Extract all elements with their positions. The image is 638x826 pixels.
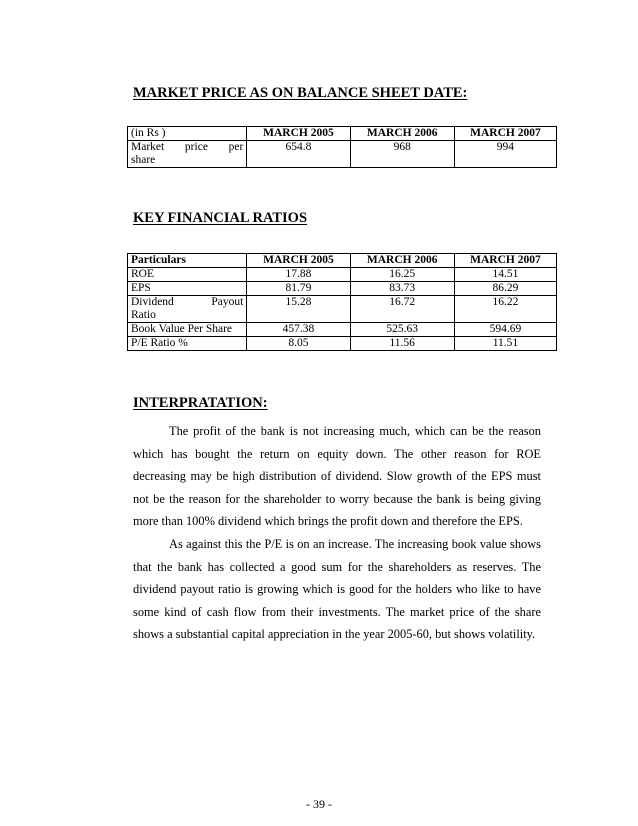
page-number: - 39 - (306, 797, 332, 811)
table-row (128, 337, 557, 351)
table-cell: 16.22 (454, 296, 556, 323)
interpretation-paragraph: The profit of the bank is not increasing much, which can be the reason which has bought the return on equity down. The other reason for ROE decreasing may be high distribution of dividend. Slow growth of the EPS must not be the reason for the shareholder to worry because the bank is being giving more than 100% dividend which brings the profit down and therefore the EPS. (133, 424, 541, 529)
table-cell: 594.69 (454, 323, 556, 337)
market-price-table (127, 126, 557, 168)
row-label-line: Market price per (131, 141, 244, 153)
table-cell: 654.8 (247, 141, 350, 168)
table-cell: 968 (350, 141, 454, 168)
table-cell: 83.73 (350, 282, 454, 296)
row-label-line: Dividend Payout (131, 296, 244, 308)
key-ratios-table (127, 253, 557, 351)
row-label: EPS (128, 282, 247, 296)
table-header-row (128, 254, 557, 268)
row-label-line: Ratio (131, 309, 156, 321)
table-cell: 17.88 (247, 268, 350, 282)
table-row (128, 268, 557, 282)
row-label: P/E Ratio % (128, 337, 247, 351)
row-label: Book Value Per Share (128, 323, 247, 337)
key-ratios-heading: KEY FINANCIAL RATIOS (133, 210, 308, 226)
interpretation-heading: INTERPRATATION: (133, 395, 268, 411)
table-cell: 8.05 (247, 337, 350, 351)
table-cell: 457.38 (247, 323, 350, 337)
table-row (128, 296, 557, 323)
table-cell: 16.25 (350, 268, 454, 282)
row-label-line: share (131, 154, 156, 166)
table-row (128, 323, 557, 337)
interpretation-paragraph: As against this the P/E is on an increase. The increasing book value shows that the bank has collected a good sum for the shareholders as reserves. The dividend payout ratio is growing which is good for the holders who like to have some kind of cash flow from their investments. The market price of the share shows a substantial capital appreciation in the year 2005-60, but shows volatility. (133, 536, 541, 642)
interpretation-body (133, 420, 541, 646)
table-cell: 86.29 (454, 282, 556, 296)
table-row (128, 141, 557, 168)
row-label (128, 141, 247, 168)
table-cell: 81.79 (247, 282, 350, 296)
table-cell: 14.51 (454, 268, 556, 282)
row-label (128, 296, 247, 323)
table-cell: 11.51 (454, 337, 556, 351)
table-header-cell: MARCH 2005 (247, 254, 350, 268)
table-header-cell: MARCH 2006 (350, 127, 454, 141)
market-price-heading: MARKET PRICE AS ON BALANCE SHEET DATE: (133, 85, 468, 101)
table-header-cell: (in Rs ) (128, 127, 247, 141)
table-header-cell: MARCH 2006 (350, 254, 454, 268)
table-cell: 15.28 (247, 296, 350, 323)
table-cell: 525.63 (350, 323, 454, 337)
table-header-cell: MARCH 2007 (454, 127, 556, 141)
table-cell: 11.56 (350, 337, 454, 351)
table-row (128, 282, 557, 296)
table-cell: 994 (454, 141, 556, 168)
table-header-cell: Particulars (128, 254, 247, 268)
row-label: ROE (128, 268, 247, 282)
table-cell: 16.72 (350, 296, 454, 323)
table-header-cell: MARCH 2005 (247, 127, 350, 141)
table-header-row (128, 127, 557, 141)
table-header-cell: MARCH 2007 (454, 254, 556, 268)
